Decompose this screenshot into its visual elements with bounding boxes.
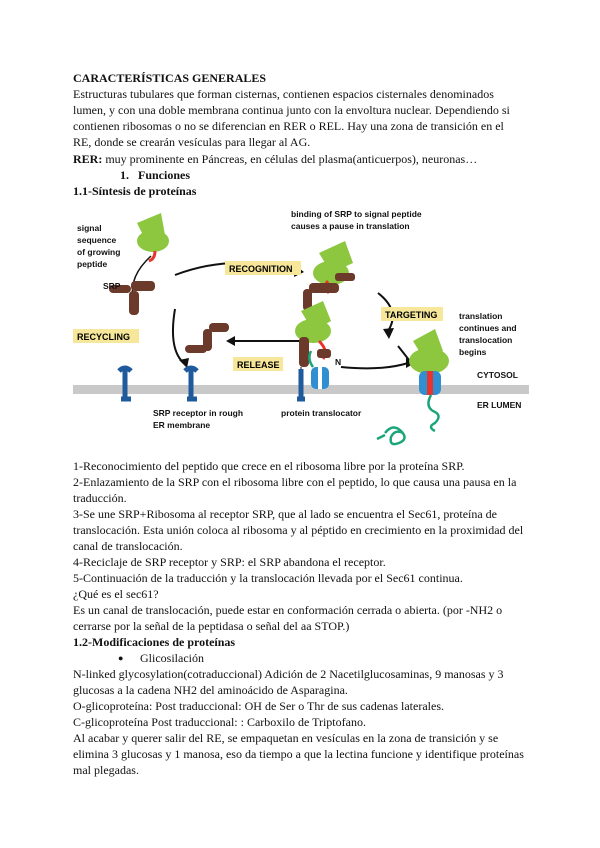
- step-line: cerrarse por la señal de la peptidasa o señal del aa STOP.): [73, 619, 350, 633]
- srp-label: SRP: [103, 281, 121, 291]
- rer-text: muy prominente en Páncreas, en células del plasma(anticuerpos), neuronas…: [102, 152, 478, 166]
- release-label: RELEASE: [237, 360, 280, 370]
- glyco-line: mal plegadas.: [73, 763, 139, 777]
- n-terminus-label: N: [335, 357, 342, 367]
- intro-line: RE, donde se crearán vesículas para llegar al AG.: [73, 135, 311, 149]
- step-line: canal de translocación.: [73, 539, 183, 553]
- glyco-line: glucosas a la cadena NH2 del aminoácido de Asparagina.: [73, 683, 348, 697]
- rer-paragraph: [73, 151, 535, 167]
- signal-label-1: signal: [77, 223, 102, 233]
- released-protein: [377, 427, 405, 444]
- translocating-ribosome: [409, 329, 449, 431]
- step-line: 1-Reconocimiento del peptido que crece en el ribosoma libre por la proteína SRP.: [73, 459, 465, 473]
- funciones-title: Funciones: [138, 168, 191, 182]
- intro-line: Estructuras tubulares que forman cisternas, contienen espacios cisternales denominados: [73, 87, 494, 101]
- glyco-line: Al acabar y querer salir del RE, se empaquetan en vesículas en la zona de transición y se: [73, 731, 499, 745]
- glyco-line: N-linked glycosylation(cotraduccional) Adición de 2 Nacetilglucosaminas, 9 manosas y 3: [73, 667, 504, 681]
- binding-label-2: causes a pause in translation: [291, 221, 410, 231]
- step-line: translocación. Esta unión coloca al ribosoma y al péptido en crecimiento en la proximidad del: [73, 523, 524, 537]
- binding-label-1: binding of SRP to signal peptide: [291, 209, 422, 219]
- page-heading: CARACTERÍSTICAS GENERALES: [73, 71, 267, 85]
- bullet-item-glicosilacion: Glicosilación: [140, 651, 204, 665]
- step-line: 2-Enlazamiento de la SRP con el ribosoma libre con el peptido, lo que causa una pausa en la: [73, 475, 517, 489]
- targeting-complex: [295, 301, 331, 401]
- section-title-modificaciones: 1.2-Modificaciones de proteínas: [73, 635, 236, 649]
- recognition-complex: [303, 241, 355, 311]
- step-line: 5-Continuación de la traducción y la translocación llevada por el Sec61 continua.: [73, 571, 463, 585]
- intro-line: lumen, y con una doble membrana continua junto con la envoltura nuclear. Dependiendo si: [73, 103, 510, 117]
- free-ribosome: [137, 213, 169, 261]
- targeting-label: TARGETING: [385, 310, 438, 320]
- srp-cycle-diagram: [73, 201, 529, 455]
- step-line: Es un canal de translocación, puede estar en conformación cerrada o abierta. (por -NH2 o: [73, 603, 503, 617]
- translation-label-2: continues and: [459, 323, 517, 333]
- glyco-line: elimina 3 glucosas y 1 manosa, eso da tiempo a que la lectina funcione y identifique proteínas: [73, 747, 524, 761]
- recognition-label: RECOGNITION: [229, 264, 293, 274]
- step-line: 3-Se une SRP+Ribosoma al receptor SRP, que al lado se encuentra el Sec61, proteína de: [73, 507, 498, 521]
- free-srp-receptor: [119, 367, 131, 401]
- translation-label-1: translation: [459, 311, 503, 321]
- step-line: ¿Qué es el sec61?: [73, 587, 159, 601]
- srp-receptor-label-2: ER membrane: [153, 420, 211, 430]
- glyco-line: O-glicoproteína: Post traduccional: OH de Ser o Thr de sus cadenas laterales.: [73, 699, 444, 713]
- translation-label-3: translocation: [459, 335, 513, 345]
- signal-label-3: of growing: [77, 247, 121, 257]
- arrow-heads: [179, 265, 394, 368]
- er-lumen-label: ER LUMEN: [477, 400, 522, 410]
- step-line: traducción.: [73, 491, 127, 505]
- translation-label-4: begins: [459, 347, 487, 357]
- protein-translocator-label: protein translocator: [281, 408, 362, 418]
- bullet-icon: ●: [118, 653, 124, 663]
- section-title-sintesis: 1.1-Síntesis de proteínas: [73, 184, 197, 198]
- signal-label-2: sequence: [77, 235, 117, 245]
- arrow-recycling-down: [173, 309, 185, 364]
- glyco-line: C-glicoproteína Post traduccional: : Carboxilo de Triptofano.: [73, 715, 366, 729]
- cytosol-label: CYTOSOL: [477, 370, 518, 380]
- srp-receptor-label-1: SRP receptor in rough: [153, 408, 244, 418]
- rer-label: RER:: [73, 152, 103, 166]
- intro-line: contienen ribosomas o no se diferencian en RER o REL. Hay una zona de transición en el: [73, 119, 504, 133]
- arrow-to-translocation: [341, 363, 408, 368]
- funciones-number: 1.: [120, 168, 129, 182]
- signal-label-4: peptide: [77, 259, 108, 269]
- recycling-label: RECYCLING: [77, 332, 131, 342]
- step-line: 4-Reciclaje de SRP receptor y SRP: el SRP abandona el receptor.: [73, 555, 386, 569]
